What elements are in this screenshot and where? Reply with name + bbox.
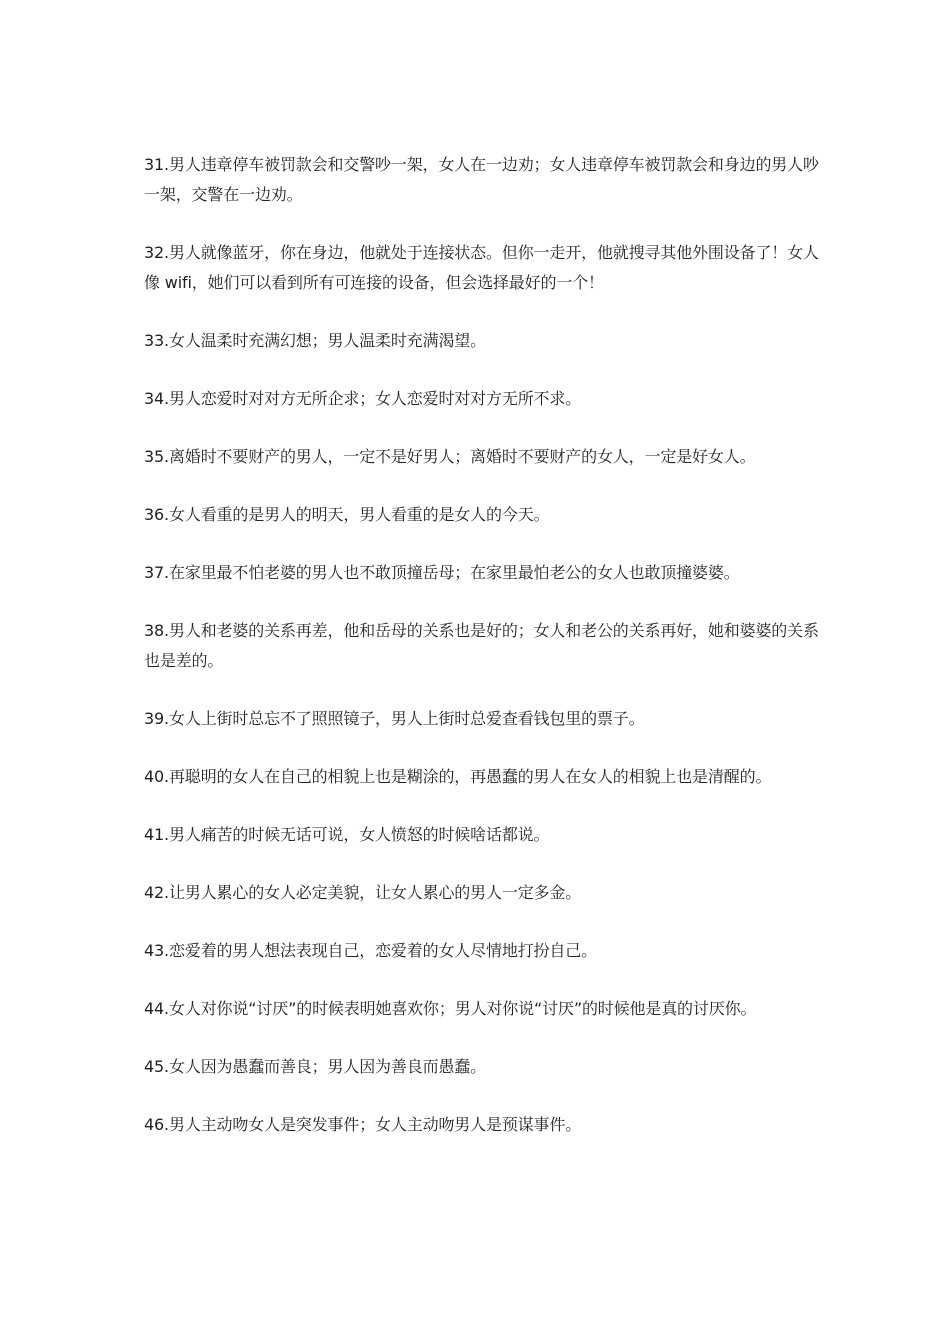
paragraph-44: 44.女人对你说“讨厌”的时候表明她喜欢你；男人对你说“讨厌”的时候他是真的讨厌你。 [144, 999, 757, 1018]
paragraph-35: 35.离婚时不要财产的男人，一定不是好男人；离婚时不要财产的女人，一定是好女人。 [144, 447, 756, 466]
paragraph-33: 33.女人温柔时充满幻想；男人温柔时充满渴望。 [144, 331, 486, 350]
document-body [144, 150, 820, 1140]
paragraph-43: 43.恋爱着的男人想法表现自己，恋爱着的女人尽情地打扮自己。 [144, 941, 597, 960]
paragraph-31: 31.男人违章停车被罚款会和交警吵一架，女人在一边劝；女人违章停车被罚款会和身边的男人吵一架，交警在一边劝。 [144, 155, 819, 204]
paragraph-37: 37.在家里最不怕老婆的男人也不敢顶撞岳母；在家里最怕老公的女人也敢顶撞婆婆。 [144, 563, 740, 582]
paragraph-38: 38.男人和老婆的关系再差，他和岳母的关系也是好的；女人和老公的关系再好，她和婆婆的关系也是差的。 [144, 621, 819, 670]
paragraph-34: 34.男人恋爱时对对方无所企求；女人恋爱时对对方无所不求。 [144, 389, 582, 408]
paragraph-41: 41.男人痛苦的时候无话可说，女人愤怒的时候啥话都说。 [144, 825, 550, 844]
paragraph-42: 42.让男人累心的女人必定美貌，让女人累心的男人一定多金。 [144, 883, 582, 902]
paragraph-46: 46.男人主动吻女人是突发事件；女人主动吻男人是预谋事件。 [144, 1115, 582, 1134]
paragraph-45: 45.女人因为愚蠢而善良；男人因为善良而愚蠢。 [144, 1057, 486, 1076]
paragraph-40: 40.再聪明的女人在自己的相貌上也是糊涂的，再愚蠢的男人在女人的相貌上也是清醒的。 [144, 767, 772, 786]
paragraph-32: 32.男人就像蓝牙，你在身边，他就处于连接状态。但你一走开，他就搜寻其他外围设备了！女人像 wifi，她们可以看到所有可连接的设备，但会选择最好的一个！ [144, 243, 819, 292]
paragraph-36: 36.女人看重的是男人的明天，男人看重的是女人的今天。 [144, 505, 550, 524]
paragraph-39: 39.女人上街时总忘不了照照镜子，男人上街时总爱查看钱包里的票子。 [144, 709, 645, 728]
